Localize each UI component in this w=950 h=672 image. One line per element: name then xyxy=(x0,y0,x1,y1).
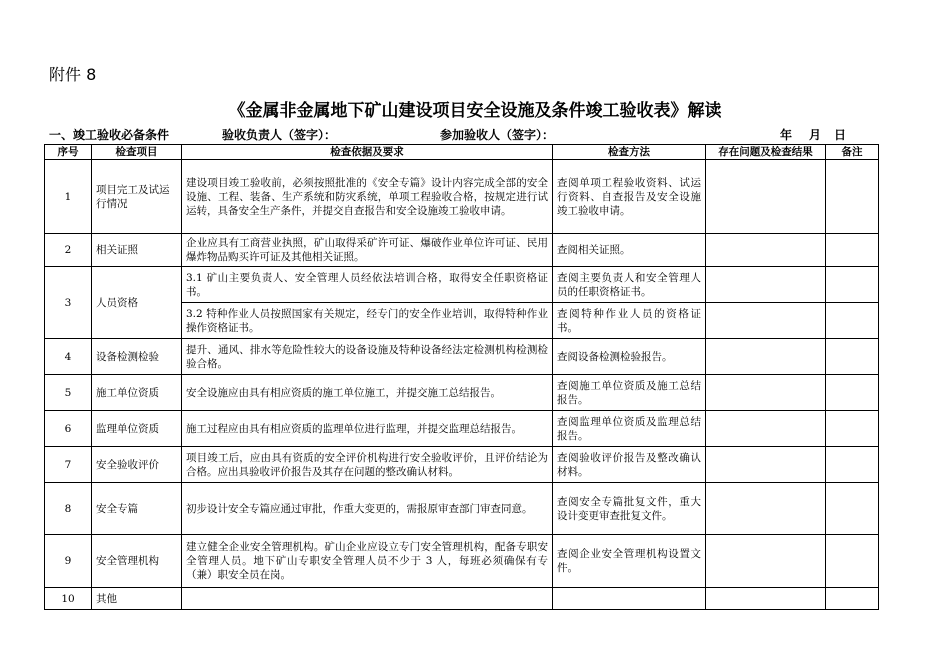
table-row xyxy=(45,535,879,588)
acceptance-table xyxy=(44,144,879,610)
cell-result[interactable] xyxy=(706,160,826,234)
col-header-result: 存在问题及检查结果 xyxy=(706,145,826,160)
responsible-signature-label: 验收负责人（签字）： xyxy=(222,128,337,142)
cell-item: 项目完工及试运行情况 xyxy=(92,160,182,234)
cell-result[interactable] xyxy=(706,483,826,535)
col-header-item: 检查项目 xyxy=(92,145,182,160)
cell-result[interactable] xyxy=(706,303,826,339)
cell-note[interactable] xyxy=(826,339,879,375)
cell-seq: 3 xyxy=(45,267,92,339)
cell-method: 查阅主要负责人和安全管理人员的任职资格证书。 xyxy=(553,267,706,303)
cell-seq: 1 xyxy=(45,160,92,234)
section-heading: 一、竣工验收必备条件 xyxy=(49,128,170,142)
cell-item: 设备检测检验 xyxy=(92,339,182,375)
cell-seq: 10 xyxy=(45,588,92,610)
cell-requirement: 3.1 矿山主要负责人、安全管理人员经依法培训合格，取得安全任职资格证书。 xyxy=(182,267,553,303)
cell-result[interactable] xyxy=(706,535,826,588)
cell-seq: 7 xyxy=(45,447,92,483)
cell-item: 相关证照 xyxy=(92,234,182,267)
cell-note[interactable] xyxy=(826,588,879,610)
cell-note[interactable] xyxy=(826,411,879,447)
cell-note[interactable] xyxy=(826,303,879,339)
attachment-label: 附件 8 xyxy=(49,65,97,84)
cell-result[interactable] xyxy=(706,447,826,483)
col-header-method: 检查方法 xyxy=(553,145,706,160)
cell-method: 查阅企业安全管理机构设置文件。 xyxy=(553,535,706,588)
table-row xyxy=(45,483,879,535)
cell-item: 安全专篇 xyxy=(92,483,182,535)
date-day-label: 日 xyxy=(834,128,847,142)
cell-seq: 4 xyxy=(45,339,92,375)
cell-item: 安全管理机构 xyxy=(92,535,182,588)
cell-method: 查阅监理单位资质及监理总结报告。 xyxy=(553,411,706,447)
table-row xyxy=(45,411,879,447)
cell-method: 查阅安全专篇批复文件，重大设计变更审查批复文件。 xyxy=(553,483,706,535)
cell-note[interactable] xyxy=(826,267,879,303)
cell-note[interactable] xyxy=(826,160,879,234)
cell-requirement: 建立健全企业安全管理机构。矿山企业应设立专门安全管理机构，配备专职安全管理人员。地下矿山专职安全管理人员不少于 3 人，每班必须确保有专（兼）职安全员在岗。 xyxy=(182,535,553,588)
cell-requirement: 提升、通风、排水等危险性较大的设备设施及特种设备经法定检测机构检测检验合格。 xyxy=(182,339,553,375)
cell-requirement: 施工过程应由具有相应资质的监理单位进行监理，并提交监理总结报告。 xyxy=(182,411,553,447)
date-year-label: 年 xyxy=(780,128,793,142)
participants-signature-label: 参加验收人（签字）： xyxy=(440,128,555,142)
cell-item: 安全验收评价 xyxy=(92,447,182,483)
cell-seq: 5 xyxy=(45,375,92,411)
table-row xyxy=(45,375,879,411)
cell-method: 查阅相关证照。 xyxy=(553,234,706,267)
cell-item: 其他 xyxy=(92,588,182,610)
cell-requirement[interactable] xyxy=(182,588,553,610)
cell-requirement: 建设项目竣工验收前，必须按照批准的《安全专篇》设计内容完成全部的安全设施、工程、装备、生产系统和防灾系统，单项工程验收合格，按规定进行试运转，具备安全生产条件，并提交自查报告和安全设施竣工验收申请。 xyxy=(182,160,553,234)
date-month-label: 月 xyxy=(809,128,822,142)
cell-result[interactable] xyxy=(706,411,826,447)
document-title: 《金属非金属地下矿山建设项目安全设施及条件竣工验收表》解读 xyxy=(228,101,722,121)
cell-note[interactable] xyxy=(826,234,879,267)
cell-method: 查阅验收评价报告及整改确认材料。 xyxy=(553,447,706,483)
table-row xyxy=(45,267,879,303)
cell-seq: 9 xyxy=(45,535,92,588)
cell-seq: 8 xyxy=(45,483,92,535)
cell-requirement: 初步设计安全专篇应通过审批，作重大变更的，需报原审查部门审查同意。 xyxy=(182,483,553,535)
table-row xyxy=(45,447,879,483)
subheading-row xyxy=(44,126,880,144)
cell-note[interactable] xyxy=(826,375,879,411)
cell-result[interactable] xyxy=(706,234,826,267)
cell-requirement: 企业应具有工商营业执照，矿山取得采矿许可证、爆破作业单位许可证、民用爆炸物品购买许可证及其他相关证照。 xyxy=(182,234,553,267)
col-header-seq: 序号 xyxy=(45,145,92,160)
cell-item: 监理单位资质 xyxy=(92,411,182,447)
cell-method: 查阅单项工程验收资料、试运行资料、自查报告及安全设施竣工验收申请。 xyxy=(553,160,706,234)
table-row xyxy=(45,339,879,375)
cell-item: 施工单位资质 xyxy=(92,375,182,411)
cell-requirement: 安全设施应由具有相应资质的施工单位施工，并提交施工总结报告。 xyxy=(182,375,553,411)
table-row xyxy=(45,160,879,234)
cell-method[interactable] xyxy=(553,588,706,610)
table-row xyxy=(45,234,879,267)
cell-requirement: 3.2 特种作业人员按照国家有关规定，经专门的安全作业培训，取得特种作业操作资格证书。 xyxy=(182,303,553,339)
col-header-requirement: 检查依据及要求 xyxy=(182,145,553,160)
cell-result[interactable] xyxy=(706,339,826,375)
cell-method: 查阅特种作业人员的资格证书。 xyxy=(553,303,706,339)
cell-seq: 6 xyxy=(45,411,92,447)
cell-item: 人员资格 xyxy=(92,267,182,339)
table-header-row xyxy=(45,145,879,160)
cell-result[interactable] xyxy=(706,267,826,303)
cell-note[interactable] xyxy=(826,483,879,535)
cell-requirement: 项目竣工后，应由具有资质的安全评价机构进行安全验收评价，且评价结论为合格。应出具验收评价报告及其存在问题的整改确认材料。 xyxy=(182,447,553,483)
cell-note[interactable] xyxy=(826,447,879,483)
cell-note[interactable] xyxy=(826,535,879,588)
cell-seq: 2 xyxy=(45,234,92,267)
cell-method: 查阅施工单位资质及施工总结报告。 xyxy=(553,375,706,411)
cell-result[interactable] xyxy=(706,375,826,411)
col-header-note: 备注 xyxy=(826,145,879,160)
cell-method: 查阅设备检测检验报告。 xyxy=(553,339,706,375)
table-row xyxy=(45,588,879,610)
cell-result[interactable] xyxy=(706,588,826,610)
